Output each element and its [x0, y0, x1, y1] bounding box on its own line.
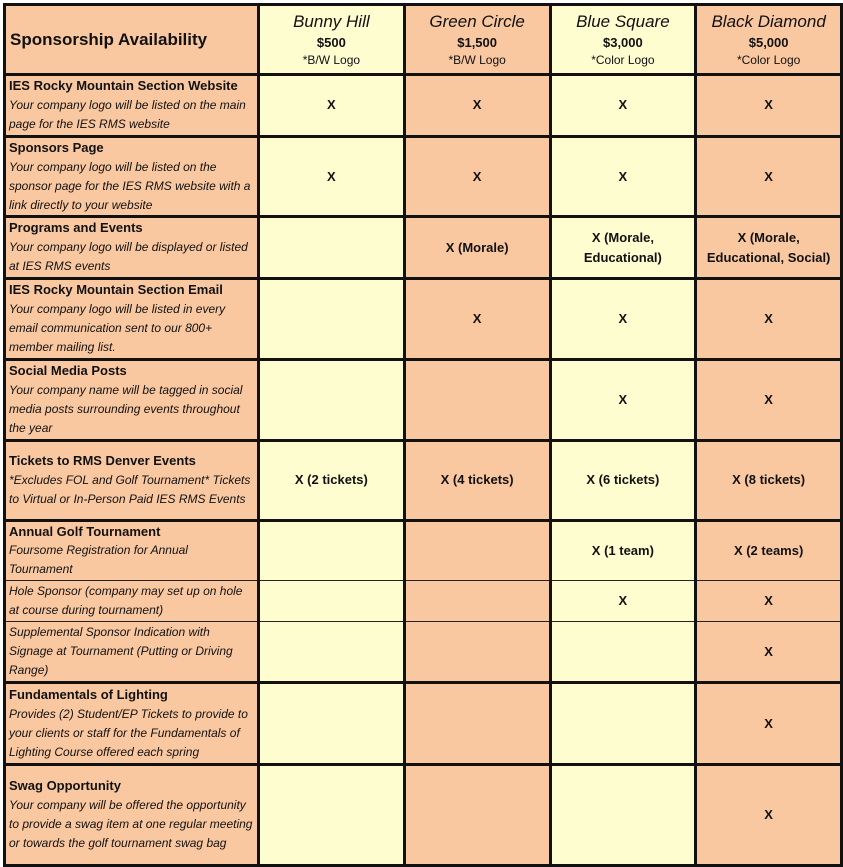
benefit-cell	[5, 279, 259, 360]
benefit-description: Provides (2) Student/EP Tickets to provide to your clients or staff for the Fundamentals of Lighting Course offered each spring	[9, 706, 248, 759]
tier-cell: X	[696, 359, 842, 440]
tier-cell: X	[696, 581, 842, 622]
benefit-cell	[5, 440, 259, 520]
tier-cell: X	[696, 75, 842, 137]
benefit-description: Your company logo will be displayed or listed at IES RMS events	[9, 240, 248, 274]
tier-cell: X	[404, 136, 550, 217]
benefit-description: Foursome Registration for Annual Tournament	[9, 543, 188, 577]
benefit-title: Sponsors Page	[9, 139, 104, 155]
benefit-cell	[5, 75, 259, 137]
tier-black-diamond	[696, 5, 842, 75]
tier-name: Bunny Hill	[293, 12, 370, 32]
table-title: Sponsorship Availability	[5, 5, 259, 75]
tier-cell: X	[696, 765, 842, 866]
tier-cell	[404, 359, 550, 440]
table-row	[5, 440, 842, 520]
table-row	[5, 520, 842, 581]
tier-cell	[259, 217, 405, 279]
benefit-title: IES Rocky Mountain Section Website	[9, 78, 238, 93]
tier-cell	[259, 520, 405, 581]
tier-cell	[259, 622, 405, 683]
tier-cell: X	[550, 359, 696, 440]
tier-price: $500	[316, 34, 346, 50]
benefit-cell	[5, 136, 259, 217]
tier-cell	[259, 581, 405, 622]
benefit-cell	[5, 217, 259, 279]
tier-cell	[404, 765, 550, 866]
tier-cell: X (8 tickets)	[696, 440, 842, 520]
table-row	[5, 359, 842, 440]
benefit-title: Programs and Events	[9, 220, 143, 236]
tier-name: Blue Square	[576, 12, 670, 32]
table-row	[5, 217, 842, 279]
benefit-description: Your company logo will be listed in every email communication sent to our 800+ member mailing list.	[9, 302, 226, 354]
tier-name: Black Diamond	[711, 12, 826, 32]
tier-cell: X	[550, 136, 696, 217]
benefit-title: Swag Opportunity	[9, 778, 121, 794]
tier-logo: *Color Logo	[736, 52, 801, 67]
tier-cell: X	[696, 683, 842, 765]
header-row	[5, 5, 842, 75]
tier-cell	[404, 622, 550, 683]
tier-logo: *B/W Logo	[448, 52, 506, 67]
benefit-description: Your company name will be tagged in social media posts surrounding events throughout the year	[9, 382, 243, 435]
table-row	[5, 765, 842, 866]
benefit-title: Tickets to RMS Denver Events	[9, 452, 196, 468]
benefit-description: Your company will be offered the opportunity to provide a swag item at one regular meeting or towards the golf tournament swag bag	[9, 798, 253, 851]
benefit-cell	[5, 765, 259, 866]
sponsorship-table	[3, 3, 843, 867]
tier-cell: X	[550, 75, 696, 137]
table-row	[5, 279, 842, 360]
tier-cell	[259, 279, 405, 360]
tier-cell	[259, 683, 405, 765]
tier-cell: X	[404, 75, 550, 137]
benefit-cell	[5, 683, 259, 765]
tier-cell: X	[404, 279, 550, 360]
tier-logo: *B/W Logo	[302, 52, 361, 67]
tier-cell: X	[550, 581, 696, 622]
tier-cell: X	[696, 622, 842, 683]
benefit-title: Annual Golf Tournament	[9, 523, 161, 539]
tier-logo: *Color Logo	[591, 52, 655, 67]
table-row	[5, 683, 842, 765]
benefit-cell	[5, 359, 259, 440]
tier-cell	[259, 765, 405, 866]
tier-cell: X (2 tickets)	[259, 440, 405, 520]
benefit-cell	[5, 622, 259, 683]
tier-bunny-hill	[259, 5, 405, 75]
table-row	[5, 622, 842, 683]
tier-cell: X (2 teams)	[696, 520, 842, 581]
tier-cell	[550, 683, 696, 765]
tier-cell	[550, 765, 696, 866]
tier-price: $5,000	[748, 34, 789, 50]
table-row	[5, 136, 842, 217]
tier-cell: X (1 team)	[550, 520, 696, 581]
benefit-cell	[5, 520, 259, 581]
tier-cell	[404, 683, 550, 765]
tier-green-circle	[404, 5, 550, 75]
tier-cell: X (Morale)	[404, 217, 550, 279]
tier-cell	[259, 359, 405, 440]
tier-price: $3,000	[602, 34, 643, 50]
table-row	[5, 75, 842, 137]
tier-blue-square	[550, 5, 696, 75]
tier-cell: X	[550, 279, 696, 360]
tier-cell: X	[259, 136, 405, 217]
benefit-title: IES Rocky Mountain Section Email	[9, 282, 223, 298]
tier-cell: X (6 tickets)	[550, 440, 696, 520]
benefit-description: Hole Sponsor (company may set up on hole at course during tournament)	[9, 584, 243, 618]
benefit-description: *Excludes FOL and Golf Tournament* Tickets to Virtual or In-Person Paid IES RMS Events	[9, 472, 251, 506]
tier-cell: X (Morale, Educational)	[550, 217, 696, 279]
tier-cell	[550, 622, 696, 683]
benefit-title: Fundamentals of Lighting	[9, 686, 168, 702]
tier-cell: X (Morale, Educational, Social)	[696, 217, 842, 279]
benefit-description: Supplemental Sponsor Indication with Signage at Tournament (Putting or Driving Range)	[9, 625, 233, 678]
benefit-cell	[5, 581, 259, 622]
table-row	[5, 581, 842, 622]
tier-name: Green Circle	[429, 12, 525, 32]
benefit-description: Your company logo will be listed on the sponsor page for the IES RMS website with a link directly to your website	[9, 159, 251, 212]
tier-price: $1,500	[457, 34, 497, 50]
benefit-description: Your company logo will be listed on the main page for the IES RMS website	[9, 97, 246, 131]
tier-cell: X	[259, 75, 405, 137]
tier-cell: X (4 tickets)	[404, 440, 550, 520]
tier-cell: X	[696, 279, 842, 360]
benefit-title: Social Media Posts	[9, 362, 127, 378]
tier-cell	[404, 520, 550, 581]
tier-cell	[404, 581, 550, 622]
tier-cell: X	[696, 136, 842, 217]
